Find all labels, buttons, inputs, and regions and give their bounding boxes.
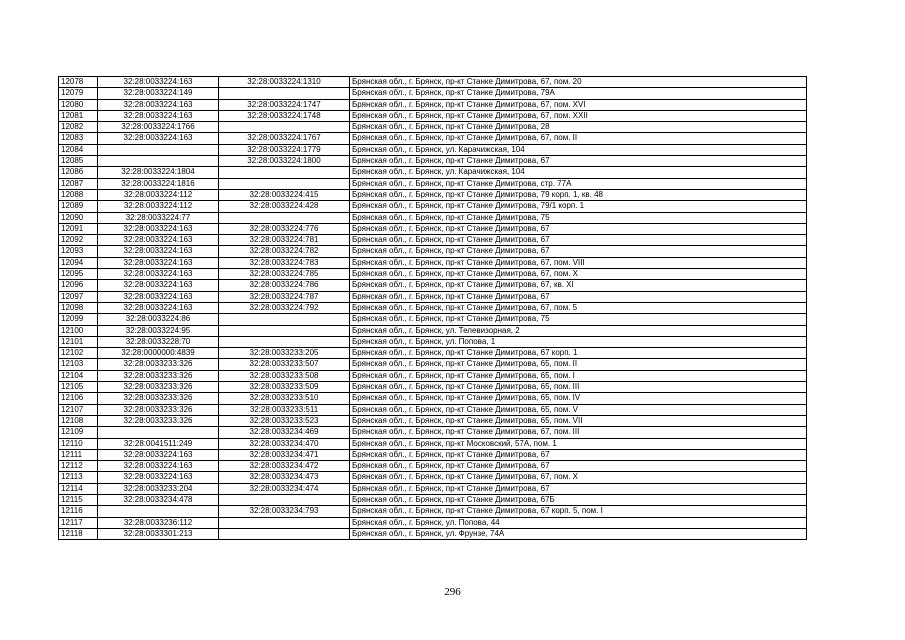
parcel-number-cell: 32:28:0033224:163 [98, 269, 219, 280]
table-row [59, 189, 807, 200]
row-number-cell: 12110 [59, 438, 98, 449]
address-cell: Брянская обл., г. Брянск, ул. Попова, 1 [350, 336, 807, 347]
parcel-number-cell: 32:28:0000000:4839 [98, 348, 219, 359]
address-cell: Брянская обл., г. Брянск, пр-кт Станке Димитрова, 67, пом. 5 [350, 302, 807, 313]
table-row [59, 472, 807, 483]
parcel-number-cell: 32:28:0033233:326 [98, 359, 219, 370]
object-number-cell: 32:28:0033224:415 [219, 189, 350, 200]
table-row [59, 99, 807, 110]
table-row [59, 494, 807, 505]
object-number-cell: 32:28:0033233:508 [219, 370, 350, 381]
row-number-cell: 12100 [59, 325, 98, 336]
object-number-cell: 32:28:0033233:507 [219, 359, 350, 370]
object-number-cell [219, 88, 350, 99]
row-number-cell: 12114 [59, 483, 98, 494]
row-number-cell: 12079 [59, 88, 98, 99]
row-number-cell: 12086 [59, 167, 98, 178]
row-number-cell: 12107 [59, 404, 98, 415]
object-number-cell [219, 325, 350, 336]
object-number-cell: 32:28:0033233:509 [219, 382, 350, 393]
parcel-number-cell: 32:28:0033224:163 [98, 133, 219, 144]
object-number-cell: 32:28:0033224:782 [219, 246, 350, 257]
table-row [59, 302, 807, 313]
parcel-number-cell: 32:28:0033224:163 [98, 77, 219, 88]
table-row [59, 77, 807, 88]
object-number-cell [219, 336, 350, 347]
row-number-cell: 12082 [59, 122, 98, 133]
address-cell: Брянская обл., г. Брянск, пр-кт Станке Димитрова, 67 [350, 291, 807, 302]
table-row [59, 314, 807, 325]
table-row [59, 156, 807, 167]
object-number-cell: 32:28:0033233:511 [219, 404, 350, 415]
table-row [59, 325, 807, 336]
table-row [59, 133, 807, 144]
address-cell: Брянская обл., г. Брянск, пр-кт Станке Димитрова, 67 корп. 1 [350, 348, 807, 359]
table-row [59, 415, 807, 426]
address-cell: Брянская обл., г. Брянск, пр-кт Станке Димитрова, 67, пом. 20 [350, 77, 807, 88]
table-row [59, 212, 807, 223]
row-number-cell: 12095 [59, 269, 98, 280]
row-number-cell: 12106 [59, 393, 98, 404]
address-cell: Брянская обл., г. Брянск, пр-кт Станке Димитрова, 67 корп. 5, пом. I [350, 506, 807, 517]
table-row [59, 178, 807, 189]
address-cell: Брянская обл., г. Брянск, пр-кт Станке Димитрова, стр. 77А [350, 178, 807, 189]
address-cell: Брянская обл., г. Брянск, пр-кт Станке Димитрова, 67 [350, 235, 807, 246]
row-number-cell: 12099 [59, 314, 98, 325]
parcel-number-cell: 32:28:0033224:163 [98, 246, 219, 257]
object-number-cell: 32:28:0033234:472 [219, 461, 350, 472]
parcel-number-cell: 32:28:0033233:326 [98, 393, 219, 404]
table-row [59, 223, 807, 234]
table-row [59, 517, 807, 528]
address-cell: Брянская обл., г. Брянск, пр-кт Станке Димитрова, 67Б [350, 494, 807, 505]
parcel-number-cell: 32:28:0033228:70 [98, 336, 219, 347]
table-row [59, 404, 807, 415]
address-cell: Брянская обл., г. Брянск, ул. Попова, 44 [350, 517, 807, 528]
table-row [59, 449, 807, 460]
parcel-number-cell: 32:28:0033224:163 [98, 110, 219, 121]
address-cell: Брянская обл., г. Брянск, пр-кт Станке Димитрова, 67, пом. VIII [350, 257, 807, 268]
parcel-number-cell [98, 144, 219, 155]
parcel-number-cell: 32:28:0033224:112 [98, 201, 219, 212]
table-row [59, 88, 807, 99]
address-cell: Брянская обл., г. Брянск, пр-кт Станке Димитрова, 65, пом. III [350, 382, 807, 393]
address-cell: Брянская обл., г. Брянск, пр-кт Станке Димитрова, 75 [350, 212, 807, 223]
address-cell: Брянская обл., г. Брянск, пр-кт Станке Димитрова, 79/1 корп. 1 [350, 201, 807, 212]
address-cell: Брянская обл., г. Брянск, пр-кт Станке Димитрова, 67, пом. II [350, 133, 807, 144]
object-number-cell: 32:28:0033224:1310 [219, 77, 350, 88]
parcel-number-cell: 32:28:0033233:326 [98, 382, 219, 393]
row-number-cell: 12117 [59, 517, 98, 528]
object-number-cell [219, 494, 350, 505]
object-number-cell: 32:28:0033224:783 [219, 257, 350, 268]
parcel-number-cell: 32:28:0033224:163 [98, 257, 219, 268]
row-number-cell: 12113 [59, 472, 98, 483]
parcel-number-cell: 32:28:0033224:1804 [98, 167, 219, 178]
row-number-cell: 12093 [59, 246, 98, 257]
page-number: 296 [444, 586, 461, 598]
parcel-number-cell: 32:28:0033224:163 [98, 291, 219, 302]
object-number-cell: 32:28:0033233:523 [219, 415, 350, 426]
object-number-cell: 32:28:0033224:785 [219, 269, 350, 280]
parcel-number-cell: 32:28:0033224:163 [98, 280, 219, 291]
row-number-cell: 12092 [59, 235, 98, 246]
table-row [59, 506, 807, 517]
address-cell: Брянская обл., г. Брянск, ул. Телевизорная, 2 [350, 325, 807, 336]
table-row [59, 483, 807, 494]
row-number-cell: 12090 [59, 212, 98, 223]
table-row [59, 144, 807, 155]
row-number-cell: 12089 [59, 201, 98, 212]
object-number-cell: 32:28:0033224:786 [219, 280, 350, 291]
parcel-number-cell: 32:28:0033233:204 [98, 483, 219, 494]
address-cell: Брянская обл., г. Брянск, пр-кт Станке Димитрова, 67 [350, 246, 807, 257]
row-number-cell: 12105 [59, 382, 98, 393]
address-cell: Брянская обл., г. Брянск, ул. Карачижская, 104 [350, 167, 807, 178]
parcel-number-cell: 32:28:0033224:149 [98, 88, 219, 99]
parcel-number-cell: 32:28:0033236:112 [98, 517, 219, 528]
table-row [59, 201, 807, 212]
object-number-cell [219, 122, 350, 133]
table-row [59, 235, 807, 246]
row-number-cell: 12078 [59, 77, 98, 88]
table-row [59, 461, 807, 472]
table-row [59, 291, 807, 302]
row-number-cell: 12097 [59, 291, 98, 302]
parcel-number-cell [98, 156, 219, 167]
address-cell: Брянская обл., г. Брянск, ул. Фрунзе, 74А [350, 528, 807, 539]
table-row [59, 257, 807, 268]
row-number-cell: 12088 [59, 189, 98, 200]
row-number-cell: 12094 [59, 257, 98, 268]
parcel-number-cell: 32:28:0033224:86 [98, 314, 219, 325]
row-number-cell: 12112 [59, 461, 98, 472]
address-cell: Брянская обл., г. Брянск, пр-кт Станке Димитрова, 65, пом. IV [350, 393, 807, 404]
object-number-cell [219, 212, 350, 223]
parcel-number-cell: 32:28:0033301:213 [98, 528, 219, 539]
cadastral-table [58, 76, 807, 540]
table-row [59, 336, 807, 347]
parcel-number-cell: 32:28:0033234:478 [98, 494, 219, 505]
table-row [59, 280, 807, 291]
object-number-cell: 32:28:0033234:471 [219, 449, 350, 460]
document-sheet [58, 76, 807, 540]
parcel-number-cell [98, 427, 219, 438]
object-number-cell: 32:28:0033224:787 [219, 291, 350, 302]
object-number-cell [219, 167, 350, 178]
row-number-cell: 12096 [59, 280, 98, 291]
parcel-number-cell: 32:28:0033224:163 [98, 461, 219, 472]
address-cell: Брянская обл., г. Брянск, пр-кт Станке Димитрова, 67 [350, 156, 807, 167]
address-cell: Брянская обл., г. Брянск, пр-кт Станке Димитрова, 65, пом. II [350, 359, 807, 370]
object-number-cell: 32:28:0033234:793 [219, 506, 350, 517]
address-cell: Брянская обл., г. Брянск, пр-кт Станке Димитрова, 67 [350, 483, 807, 494]
row-number-cell: 12091 [59, 223, 98, 234]
address-cell: Брянская обл., г. Брянск, пр-кт Станке Димитрова, 75 [350, 314, 807, 325]
row-number-cell: 12084 [59, 144, 98, 155]
row-number-cell: 12081 [59, 110, 98, 121]
table-row [59, 427, 807, 438]
row-number-cell: 12102 [59, 348, 98, 359]
row-number-cell: 12098 [59, 302, 98, 313]
object-number-cell: 32:28:0033224:428 [219, 201, 350, 212]
parcel-number-cell: 32:28:0033224:163 [98, 235, 219, 246]
object-number-cell: 32:28:0033234:473 [219, 472, 350, 483]
object-number-cell: 32:28:0033224:1747 [219, 99, 350, 110]
table-row [59, 370, 807, 381]
parcel-number-cell: 32:28:0033224:163 [98, 449, 219, 460]
parcel-number-cell: 32:28:0041511:249 [98, 438, 219, 449]
address-cell: Брянская обл., г. Брянск, пр-кт Станке Димитрова, 67, пом. III [350, 427, 807, 438]
address-cell: Брянская обл., г. Брянск, пр-кт Станке Димитрова, 67 [350, 223, 807, 234]
parcel-number-cell: 32:28:0033224:163 [98, 302, 219, 313]
object-number-cell: 32:28:0033234:469 [219, 427, 350, 438]
address-cell: Брянская обл., г. Брянск, ул. Карачижская, 104 [350, 144, 807, 155]
table-row [59, 393, 807, 404]
table-row [59, 438, 807, 449]
table-row [59, 246, 807, 257]
table-row [59, 122, 807, 133]
parcel-number-cell: 32:28:0033224:95 [98, 325, 219, 336]
row-number-cell: 12101 [59, 336, 98, 347]
object-number-cell: 32:28:0033233:510 [219, 393, 350, 404]
parcel-number-cell: 32:28:0033224:163 [98, 223, 219, 234]
address-cell: Брянская обл., г. Брянск, пр-кт Станке Димитрова, 67, пом. X [350, 269, 807, 280]
address-cell: Брянская обл., г. Брянск, пр-кт Станке Димитрова, 65, пом. VII [350, 415, 807, 426]
table-row [59, 110, 807, 121]
parcel-number-cell: 32:28:0033224:1816 [98, 178, 219, 189]
address-cell: Брянская обл., г. Брянск, пр-кт Станке Димитрова, 65, пом. I [350, 370, 807, 381]
address-cell: Брянская обл., г. Брянск, пр-кт Станке Димитрова, 67 [350, 461, 807, 472]
parcel-number-cell: 32:28:0033233:326 [98, 404, 219, 415]
table-row [59, 528, 807, 539]
table-body [59, 77, 807, 540]
row-number-cell: 12115 [59, 494, 98, 505]
parcel-number-cell: 32:28:0033233:326 [98, 415, 219, 426]
row-number-cell: 12080 [59, 99, 98, 110]
address-cell: Брянская обл., г. Брянск, пр-кт Станке Димитрова, 79 корп. 1, кв. 48 [350, 189, 807, 200]
object-number-cell: 32:28:0033234:474 [219, 483, 350, 494]
row-number-cell: 12087 [59, 178, 98, 189]
address-cell: Брянская обл., г. Брянск, пр-кт Станке Димитрова, 67, пом. XVI [350, 99, 807, 110]
object-number-cell: 32:28:0033224:1800 [219, 156, 350, 167]
address-cell: Брянская обл., г. Брянск, пр-кт Станке Димитрова, 67, пом. XXII [350, 110, 807, 121]
row-number-cell: 12109 [59, 427, 98, 438]
address-cell: Брянская обл., г. Брянск, пр-кт Станке Димитрова, 65, пом. V [350, 404, 807, 415]
parcel-number-cell: 32:28:0033224:77 [98, 212, 219, 223]
table-row [59, 382, 807, 393]
object-number-cell: 32:28:0033224:776 [219, 223, 350, 234]
row-number-cell: 12108 [59, 415, 98, 426]
object-number-cell [219, 517, 350, 528]
object-number-cell: 32:28:0033224:1779 [219, 144, 350, 155]
table-row [59, 359, 807, 370]
parcel-number-cell: 32:28:0033224:112 [98, 189, 219, 200]
row-number-cell: 12085 [59, 156, 98, 167]
row-number-cell: 12103 [59, 359, 98, 370]
address-cell: Брянская обл., г. Брянск, пр-кт Станке Димитрова, 67, кв. XI [350, 280, 807, 291]
address-cell: Брянская обл., г. Брянск, пр-кт Московский, 57А, пом. 1 [350, 438, 807, 449]
parcel-number-cell: 32:28:0033224:1766 [98, 122, 219, 133]
address-cell: Брянская обл., г. Брянск, пр-кт Станке Димитрова, 67, пом. X [350, 472, 807, 483]
parcel-number-cell: 32:28:0033224:163 [98, 99, 219, 110]
object-number-cell: 32:28:0033234:470 [219, 438, 350, 449]
address-cell: Брянская обл., г. Брянск, пр-кт Станке Димитрова, 28 [350, 122, 807, 133]
row-number-cell: 12104 [59, 370, 98, 381]
row-number-cell: 12083 [59, 133, 98, 144]
address-cell: Брянская обл., г. Брянск, пр-кт Станке Димитрова, 79А [350, 88, 807, 99]
table-row [59, 269, 807, 280]
row-number-cell: 12111 [59, 449, 98, 460]
object-number-cell [219, 528, 350, 539]
object-number-cell: 32:28:0033233:205 [219, 348, 350, 359]
row-number-cell: 12116 [59, 506, 98, 517]
parcel-number-cell: 32:28:0033224:163 [98, 472, 219, 483]
object-number-cell: 32:28:0033224:781 [219, 235, 350, 246]
table-row [59, 167, 807, 178]
object-number-cell: 32:28:0033224:1767 [219, 133, 350, 144]
table-row [59, 348, 807, 359]
object-number-cell [219, 178, 350, 189]
parcel-number-cell: 32:28:0033233:326 [98, 370, 219, 381]
object-number-cell: 32:28:0033224:792 [219, 302, 350, 313]
object-number-cell: 32:28:0033224:1748 [219, 110, 350, 121]
row-number-cell: 12118 [59, 528, 98, 539]
parcel-number-cell [98, 506, 219, 517]
object-number-cell [219, 314, 350, 325]
address-cell: Брянская обл., г. Брянск, пр-кт Станке Димитрова, 67 [350, 449, 807, 460]
